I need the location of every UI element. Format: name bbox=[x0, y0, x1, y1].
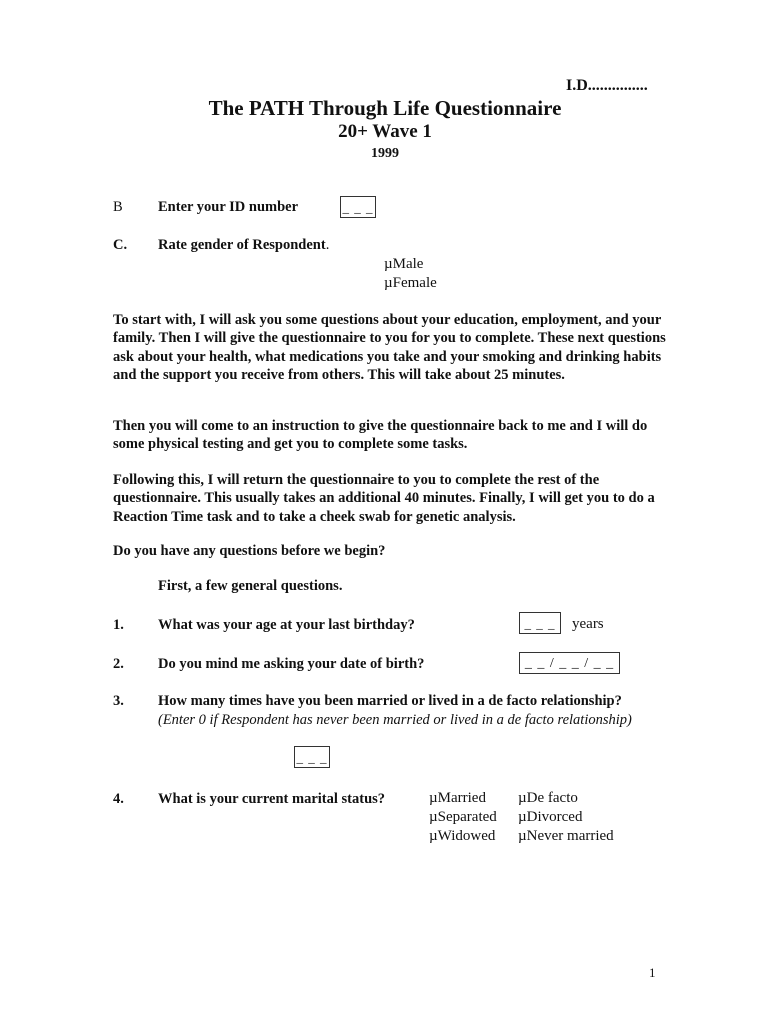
section-b-label: Enter your ID number bbox=[158, 199, 299, 215]
section-c-label-line bbox=[158, 237, 329, 254]
marital-option-divorced[interactable]: µDivorced bbox=[518, 809, 583, 825]
intro-question: Do you have any questions before we begin? bbox=[113, 543, 386, 559]
marital-option-widowed[interactable]: µWidowed bbox=[429, 828, 496, 844]
gender-option-female[interactable]: µFemale bbox=[384, 275, 437, 291]
document-title: The PATH Through Life Questionnaire bbox=[208, 96, 562, 120]
marital-option-married[interactable]: µMarried bbox=[429, 790, 486, 806]
page-number: 1 bbox=[649, 965, 656, 980]
gender-option-male[interactable]: µMale bbox=[384, 256, 424, 272]
age-field[interactable]: _ _ _ bbox=[519, 612, 561, 634]
general-intro: First, a few general questions. bbox=[158, 578, 343, 594]
marital-option-separated[interactable]: µSeparated bbox=[429, 809, 497, 825]
section-b-marker: B bbox=[113, 199, 123, 215]
question-text: How many times have you been married or lived in a de facto relationship? bbox=[158, 693, 622, 709]
intro-paragraph: To start with, I will ask you some questions about your education, employment, and your family. Then I will give the questionnaire to you for you to complete. These next questions ask about your health, what medications you take and your smoking and drinking habits and the support you receive from others. This will take about 25 minutes. bbox=[113, 312, 666, 383]
id-label: I.D............... bbox=[566, 77, 648, 94]
question-number: 3. bbox=[113, 693, 124, 709]
section-c-label-suffix: . bbox=[325, 237, 330, 253]
document-year: 1999 bbox=[371, 146, 399, 161]
marital-option-never-married[interactable]: µNever married bbox=[518, 828, 614, 844]
question-text: What is your current marital status? bbox=[158, 791, 386, 807]
question-number: 4. bbox=[113, 791, 124, 807]
marital-option-de-facto[interactable]: µDe facto bbox=[518, 790, 578, 806]
id-number-field[interactable]: _ _ _ bbox=[340, 196, 376, 218]
date-of-birth-field[interactable]: _ _ / _ _ / _ _ bbox=[519, 652, 620, 674]
question-text: What was your age at your last birthday? bbox=[158, 617, 415, 633]
question-number: 2. bbox=[113, 656, 124, 672]
question-text: Do you mind me asking your date of birth? bbox=[158, 656, 425, 672]
question-number: 1. bbox=[113, 617, 124, 633]
intro-paragraph: Then you will come to an instruction to give the questionnaire back to me and I will do some physical testing and get you to complete some tasks. bbox=[113, 418, 648, 453]
document-subtitle: 20+ Wave 1 bbox=[338, 121, 432, 142]
question-instruction: (Enter 0 if Respondent has never been married or lived in a de facto relationship) bbox=[158, 712, 632, 728]
intro-paragraph: Following this, I will return the questionnaire to you to complete the rest of the questionnaire. This usually takes an additional 40 minutes. Finally, I will get you to do a Reaction Time task and to take a cheek swab for genetic analysis. bbox=[113, 472, 655, 525]
age-unit: years bbox=[572, 616, 604, 632]
section-c-marker: C. bbox=[113, 237, 128, 253]
marriage-count-field[interactable]: _ _ _ bbox=[294, 746, 330, 768]
section-c-label: Rate gender of Respondent bbox=[158, 237, 326, 253]
